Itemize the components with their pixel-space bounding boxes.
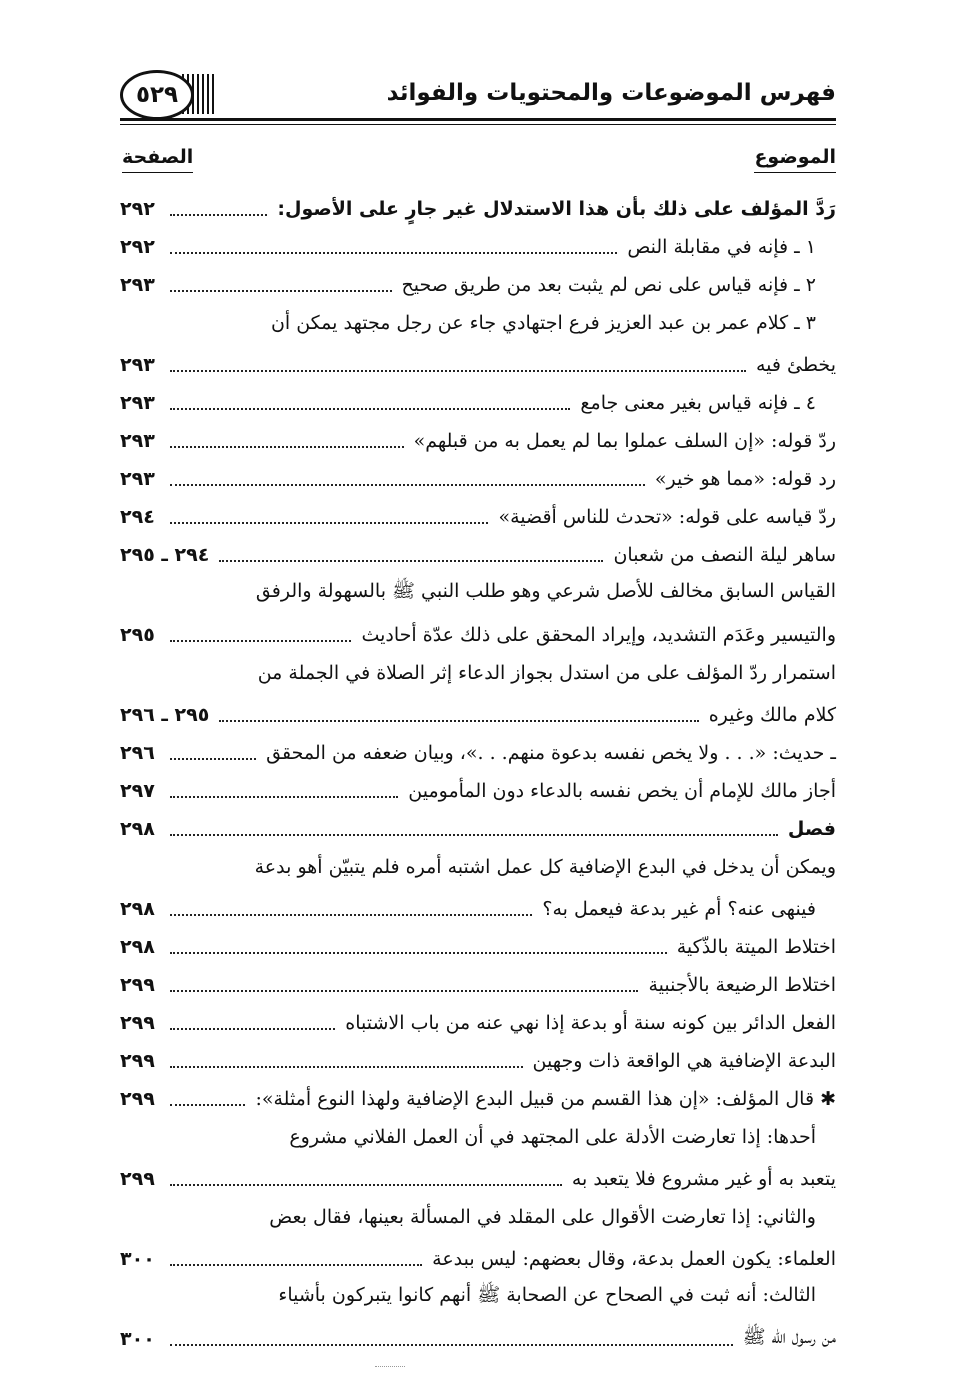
column-heading-topic: الموضوع bbox=[754, 146, 836, 173]
bottom-mark bbox=[375, 1356, 405, 1367]
index-entry bbox=[120, 304, 836, 384]
entry-page-number: ٢٩٧ bbox=[120, 780, 155, 802]
dot-leader bbox=[170, 1344, 733, 1346]
index-entries bbox=[120, 190, 836, 1358]
entry-line bbox=[120, 1240, 836, 1278]
header-rule bbox=[120, 118, 836, 121]
entry-line bbox=[120, 772, 836, 810]
entry-line bbox=[120, 1080, 836, 1118]
entry-line bbox=[120, 190, 836, 228]
dot-leader bbox=[170, 834, 778, 836]
entry-text: أحدها: إذا تعارضت الأدلة على المجتهد في أن العمل الفلاني مشروع bbox=[289, 1126, 816, 1148]
index-entry bbox=[120, 810, 836, 848]
entry-page-number: ٢٩٨ bbox=[120, 936, 155, 958]
entry-page-number: ٢٩٢ bbox=[120, 236, 155, 258]
entry-line bbox=[120, 848, 836, 886]
index-entry bbox=[120, 384, 836, 422]
index-entry bbox=[120, 266, 836, 304]
dot-leader bbox=[170, 446, 404, 448]
dot-leader bbox=[170, 370, 746, 372]
index-entry bbox=[120, 1080, 836, 1118]
index-entry bbox=[120, 536, 836, 574]
entry-line bbox=[120, 498, 836, 536]
entry-page-number: ٢٩٣ bbox=[120, 430, 155, 452]
entry-page-number: ٢٩٣ bbox=[120, 274, 155, 296]
index-entry bbox=[120, 734, 836, 772]
entry-text: أجاز مالك للإمام أن يخص نفسه بالدعاء دون المأمومين bbox=[408, 780, 836, 802]
entry-line bbox=[120, 1160, 836, 1198]
index-entry bbox=[120, 498, 836, 536]
index-entry bbox=[120, 1198, 836, 1278]
entry-line bbox=[120, 1320, 836, 1358]
entry-line bbox=[120, 536, 836, 574]
index-entry bbox=[120, 1118, 836, 1198]
dot-leader bbox=[170, 290, 392, 292]
entry-text: من رسول الله ﷺ bbox=[742, 1326, 836, 1348]
dot-leader bbox=[170, 758, 256, 760]
entry-page-number: ٢٩٩ bbox=[120, 1050, 155, 1072]
dot-leader bbox=[170, 484, 645, 486]
entry-page-number: ٢٩٩ bbox=[120, 974, 155, 996]
entry-page-number: ٢٩٦ bbox=[120, 742, 155, 764]
entry-line bbox=[120, 1278, 816, 1316]
entry-text: رد قوله: «مما هو خير» bbox=[654, 468, 836, 490]
entry-page-number: ٢٩٨ bbox=[120, 898, 155, 920]
dot-leader bbox=[170, 952, 667, 954]
entry-text: ويمكن أن يدخل في البدع الإضافية كل عمل اشتبه أمره فلم يتبيّن أهو بدعة bbox=[254, 856, 836, 878]
entry-page-number: ٢٩٢ bbox=[120, 198, 155, 220]
entry-text: ٤ ـ فإنه قياس بغير معنى جامع bbox=[580, 392, 816, 414]
entry-line bbox=[120, 1042, 836, 1080]
entry-line bbox=[120, 1198, 816, 1236]
index-entry bbox=[120, 228, 836, 266]
entry-text: ٢ ـ فإنه قياس على نص لم يثبت بعد من طريق صحيح bbox=[401, 274, 816, 296]
index-entry bbox=[120, 966, 836, 1004]
entry-text: القياس السابق مخالف للأصل شرعي وهو طلب النبي ﷺ بالسهولة والرفق bbox=[255, 580, 836, 602]
entry-line bbox=[120, 1004, 836, 1042]
entry-page-number: ٢٩٨ bbox=[120, 818, 155, 840]
dot-leader bbox=[170, 1104, 245, 1106]
entry-line bbox=[120, 228, 816, 266]
dot-leader bbox=[170, 522, 488, 524]
entry-page-number: ٢٩٥ bbox=[120, 624, 155, 646]
entry-line bbox=[120, 346, 836, 384]
index-entry bbox=[120, 1278, 836, 1358]
entry-text: والثاني: إذا تعارضت الأقوال على المقلد في المسألة بعينها، فقال بعض bbox=[269, 1206, 816, 1228]
entry-text: ردّ قياسه على قوله: «تحدث للناس أقضية» bbox=[498, 506, 836, 528]
entry-page-number: ٢٩٣ bbox=[120, 392, 155, 414]
index-entry bbox=[120, 1042, 836, 1080]
entry-text: ـ حديث: «. . . ولا يخص نفسه بدعوة منهم. . .»، وبيان ضعفه من المحقق bbox=[266, 742, 836, 764]
dot-leader bbox=[170, 214, 267, 216]
entry-line bbox=[120, 616, 836, 654]
entry-line bbox=[120, 696, 836, 734]
entry-page-number: ٢٩٤ ـ ٢٩٥ bbox=[120, 544, 210, 566]
entry-text: ١ ـ فإنه في مقابلة النص bbox=[627, 236, 816, 258]
dot-leader bbox=[170, 252, 617, 254]
dot-leader bbox=[170, 1184, 562, 1186]
dot-leader bbox=[170, 408, 570, 410]
entry-line bbox=[120, 654, 836, 692]
index-entry bbox=[120, 190, 836, 228]
entry-text: الفعل الدائر بين كونه سنة أو بدعة إذا نهي عنه من باب الاشتباه bbox=[345, 1012, 836, 1034]
dot-leader bbox=[170, 1066, 523, 1068]
entry-page-number: ٣٠٠ bbox=[120, 1328, 155, 1350]
entry-page-number: ٢٩٩ bbox=[120, 1168, 155, 1190]
entry-text: الثالث: أنه ثبت في الصحاح عن الصحابة ﷺ أنهم كانوا يتبركون بأشياء bbox=[278, 1284, 816, 1306]
index-entry bbox=[120, 422, 836, 460]
entry-page-number: ٣٠٠ bbox=[120, 1248, 155, 1270]
index-entry bbox=[120, 654, 836, 734]
dot-leader bbox=[219, 720, 698, 722]
entry-text: كلام مالك وغيره bbox=[708, 704, 836, 726]
entry-page-number: ٢٩٩ bbox=[120, 1012, 155, 1034]
entry-text: ردّ قوله: «إن السلف عملوا بما لم يعمل به من قبلهم» bbox=[413, 430, 836, 452]
dot-leader bbox=[219, 560, 603, 562]
header-rule-thin bbox=[120, 124, 836, 125]
entry-line bbox=[120, 574, 836, 612]
entry-line bbox=[120, 1118, 816, 1156]
entry-text: يخطئ فيه bbox=[755, 354, 836, 376]
entry-text: استمرار ردّ المؤلف على من استدل بجواز الدعاء إثر الصلاة في الجملة من bbox=[257, 662, 836, 684]
entry-page-number: ٢٩٥ ـ ٢٩٦ bbox=[120, 704, 210, 726]
dot-leader bbox=[170, 914, 532, 916]
index-entry bbox=[120, 460, 836, 498]
index-entry bbox=[120, 928, 836, 966]
dot-leader bbox=[170, 796, 398, 798]
dot-leader bbox=[170, 990, 638, 992]
entry-text: البدعة الإضافية هي الواقعة ذات وجهين bbox=[532, 1050, 836, 1072]
entry-line bbox=[120, 460, 836, 498]
entry-text: ✱ قال المؤلف: «إن هذا القسم من قبيل البدع الإضافية ولهذا النوع أمثلة»: bbox=[255, 1088, 836, 1110]
entry-text: ساهر ليلة النصف من شعبان bbox=[613, 544, 836, 566]
entry-line bbox=[120, 810, 836, 848]
entry-line bbox=[120, 304, 816, 342]
entry-text: رَدَّ المؤلف على ذلك بأن هذا الاستدلال غير جارٍ على الأصول: bbox=[277, 198, 836, 220]
entry-text: العلماء: يكون العمل بدعة، وقال بعضهم: ليس ببدعة bbox=[432, 1248, 836, 1270]
entry-text: اختلاط الميتة بالذّكية bbox=[676, 936, 836, 958]
index-entry bbox=[120, 574, 836, 654]
entry-text: والتيسير وعَدَم التشديد، وإيراد المحقق على ذلك عدّة أحاديث bbox=[361, 624, 836, 646]
index-entry bbox=[120, 772, 836, 810]
entry-line bbox=[120, 928, 836, 966]
entry-text: فينهى عنه؟ أم غير بدعة فيعمل به؟ bbox=[542, 898, 816, 920]
entry-page-number: ٢٩٣ bbox=[120, 354, 155, 376]
entry-line bbox=[120, 266, 816, 304]
page-number: ٥٢٩ bbox=[135, 82, 179, 108]
entry-line bbox=[120, 384, 816, 422]
dot-leader bbox=[170, 1264, 422, 1266]
entry-text: اختلاط الرضيعة بالأجنبية bbox=[648, 974, 836, 996]
entry-page-number: ٢٩٩ bbox=[120, 1088, 155, 1110]
page-number-badge bbox=[120, 70, 194, 120]
entry-line bbox=[120, 734, 836, 772]
index-entry bbox=[120, 848, 836, 928]
entry-page-number: ٢٩٣ bbox=[120, 468, 155, 490]
entry-text: فصل bbox=[787, 818, 836, 840]
column-heading-page: الصفحة bbox=[122, 146, 193, 173]
dot-leader bbox=[170, 1028, 335, 1030]
entry-line bbox=[120, 890, 816, 928]
entry-text: ٣ ـ كلام عمر بن عبد العزيز فرع اجتهادي جاء عن رجل مجتهد يمكن أن bbox=[270, 312, 816, 334]
dot-leader bbox=[170, 640, 351, 642]
index-entry bbox=[120, 1004, 836, 1042]
entry-text: يتعبد به أو غير مشروع فلا يتعبد به bbox=[571, 1168, 836, 1190]
running-header-title: فهرس الموضوعات والمحتويات والفوائد bbox=[386, 80, 836, 106]
entry-line bbox=[120, 966, 836, 1004]
entry-line bbox=[120, 422, 836, 460]
entry-page-number: ٢٩٤ bbox=[120, 506, 155, 528]
